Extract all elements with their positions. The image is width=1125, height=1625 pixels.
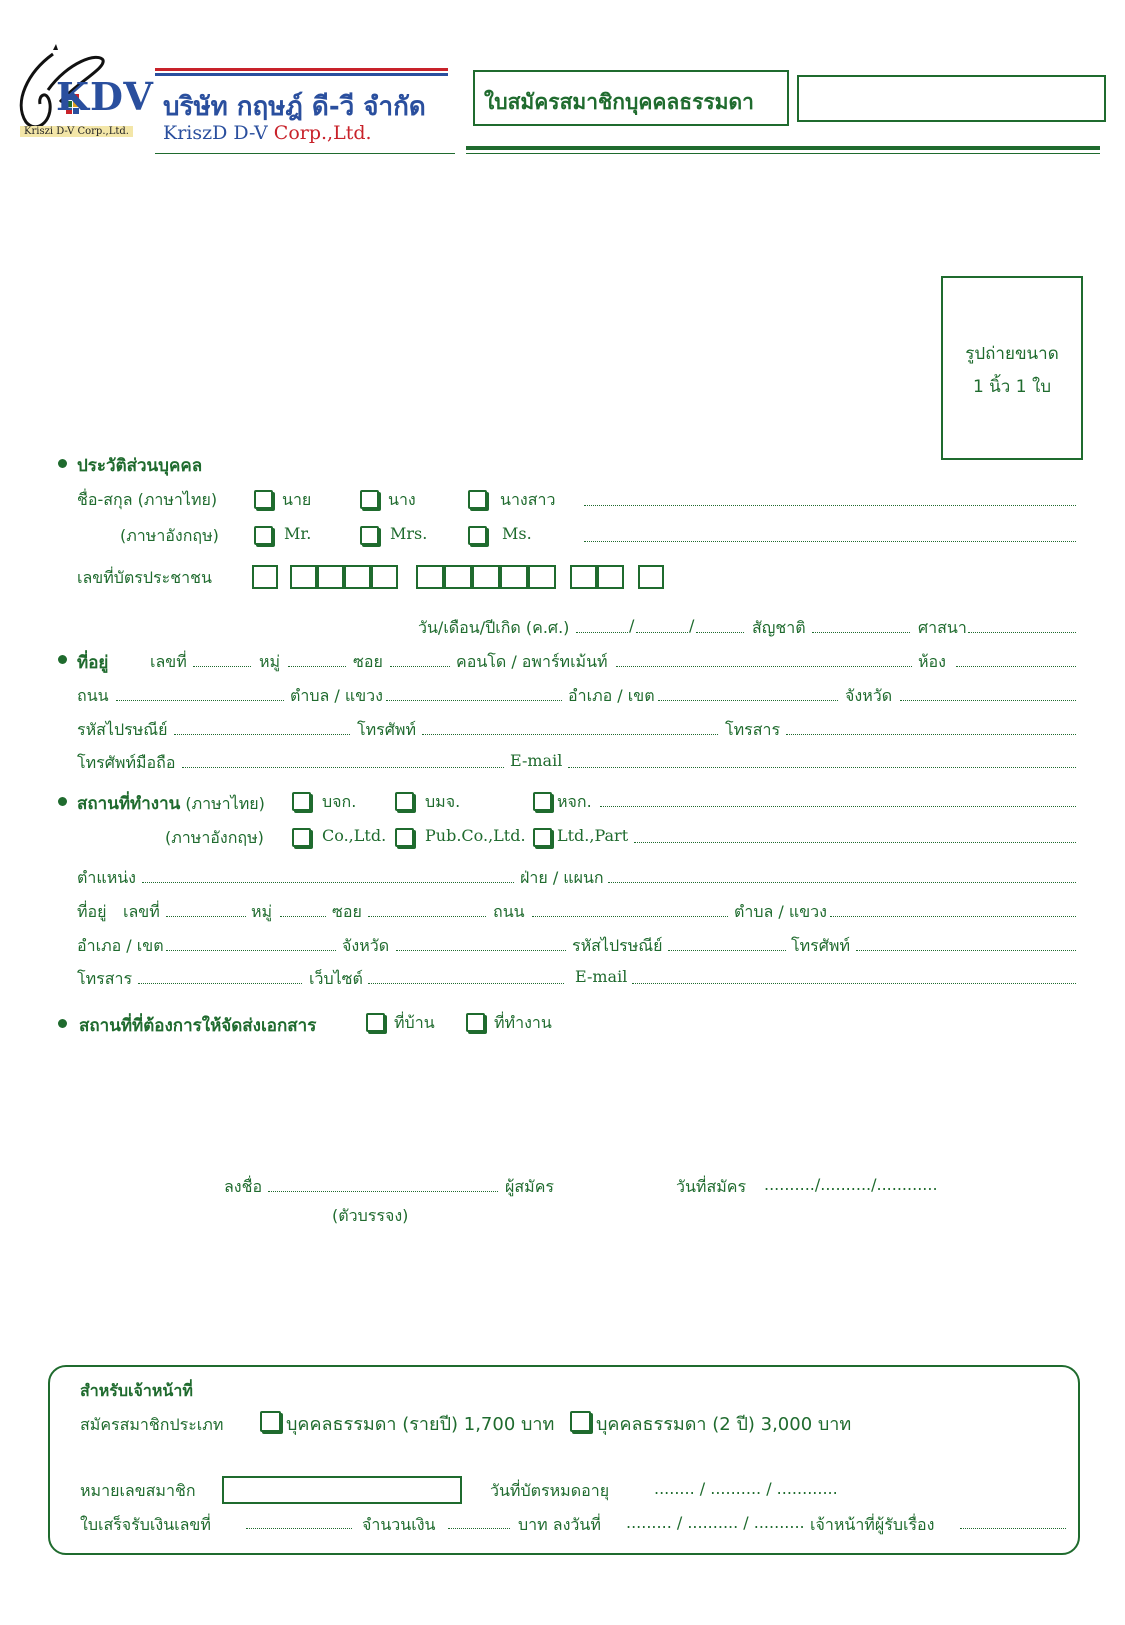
addr-condo-label: คอนโด / อพาร์ทเม้นท์ <box>456 652 608 671</box>
title-th-mrs: นาง <box>388 490 416 509</box>
work-no-label: เลขที่ <box>123 902 160 921</box>
work-moo-field[interactable] <box>280 916 326 917</box>
checkbox-deliver-work[interactable] <box>466 1013 485 1032</box>
work-email-field[interactable] <box>632 983 1076 984</box>
receipt-no-field[interactable] <box>246 1528 352 1529</box>
work-addr-label: ที่อยู่ <box>77 902 107 921</box>
work-district-field[interactable] <box>166 950 336 951</box>
checkbox-mrs-en[interactable] <box>360 526 379 545</box>
addr-province-field[interactable] <box>900 700 1076 701</box>
work-subdistrict-field[interactable] <box>830 916 1076 917</box>
amount-label: จำนวนเงิน <box>362 1515 436 1534</box>
header-rule <box>466 146 1100 150</box>
id-digit-box[interactable] <box>416 565 444 589</box>
form-number-field[interactable] <box>797 75 1106 122</box>
checkbox-two-year[interactable] <box>570 1411 591 1432</box>
addr-moo-field[interactable] <box>288 666 346 667</box>
dob-slash: / <box>689 616 695 635</box>
id-digit-box[interactable] <box>317 565 344 589</box>
header-underline-left <box>155 153 455 154</box>
addr-fax-field[interactable] <box>786 734 1076 735</box>
member-type-annual: บุคคลธรรมดา (รายปี) 1,700 บาท <box>286 1414 555 1435</box>
photo-box[interactable] <box>941 276 1083 460</box>
name-th-field[interactable] <box>584 505 1076 506</box>
work-province-label: จังหวัด <box>342 936 390 955</box>
id-digit-box[interactable] <box>290 565 317 589</box>
work-phone-field[interactable] <box>856 950 1076 951</box>
personal-heading: ประวัติส่วนบุคคล <box>77 456 203 476</box>
work-department-label: ฝ่าย / แผนก <box>520 868 604 887</box>
checkbox-pub-co-en[interactable] <box>395 828 414 847</box>
bullet-delivery <box>58 1019 67 1028</box>
work-fax-field[interactable] <box>138 983 302 984</box>
work-phone-label: โทรศัพท์ <box>791 936 850 955</box>
logo-sub-text: Kriszi D-V Corp.,Ltd. <box>20 126 133 137</box>
checkbox-mr-th[interactable] <box>254 490 273 509</box>
member-no-label: หมายเลขสมาชิก <box>80 1481 196 1500</box>
baht-date-label: บาท ลงวันที่ <box>518 1515 601 1534</box>
religion-field[interactable] <box>968 632 1076 633</box>
work-road-field[interactable] <box>532 916 728 917</box>
id-digit-box[interactable] <box>528 565 556 589</box>
print-name-label: (ตัวบรรจง) <box>332 1206 409 1225</box>
amount-field[interactable] <box>448 1528 510 1529</box>
photo-box-line2: 1 นิ้ว 1 ใบ <box>972 377 1052 397</box>
id-digit-box[interactable] <box>371 565 398 589</box>
work-type-th-3: หจก. <box>557 792 592 811</box>
work-soi-label: ซอย <box>332 902 362 921</box>
addr-district-label: อำเภอ / เขต <box>568 686 655 705</box>
member-no-field[interactable] <box>222 1476 462 1504</box>
work-road-label: ถนน <box>493 902 525 921</box>
addr-no-field[interactable] <box>193 666 251 667</box>
expiry-field[interactable]: ........ / .......... / ............ <box>654 1479 838 1498</box>
addr-road-field[interactable] <box>116 700 284 701</box>
addr-postcode-field[interactable] <box>174 734 350 735</box>
addr-road-label: ถนน <box>77 686 109 705</box>
receipt-no-label: ใบเสร็จรับเงินเลขที่ <box>80 1515 211 1534</box>
sign-label: ลงชื่อ <box>224 1177 263 1196</box>
work-website-field[interactable] <box>368 983 564 984</box>
work-heading: สถานที่ทำงาน <box>77 794 181 814</box>
applicant-label: ผู้สมัคร <box>505 1177 554 1196</box>
work-heading-row <box>77 790 265 817</box>
work-position-label: ตำแหน่ง <box>77 868 136 887</box>
work-soi-field[interactable] <box>368 916 486 917</box>
addr-subdistrict-field[interactable] <box>386 700 562 701</box>
addr-province-label: จังหวัด <box>845 686 893 705</box>
apply-date-label: วันที่สมัคร <box>676 1177 747 1196</box>
company-logo <box>8 42 153 142</box>
address-heading: ที่อยู่ <box>77 653 109 673</box>
header-stripes <box>155 68 448 76</box>
name-en-label: (ภาษาอังกฤษ) <box>120 526 219 545</box>
name-en-field[interactable] <box>584 541 1076 542</box>
addr-mobile-field[interactable] <box>182 767 504 768</box>
sign-field[interactable] <box>268 1191 498 1192</box>
addr-condo-field[interactable] <box>616 666 912 667</box>
id-digit-box[interactable] <box>500 565 528 589</box>
id-digit-box[interactable] <box>252 565 278 589</box>
photo-box-line1: รูปถ่ายขนาด <box>965 344 1059 364</box>
nationality-label: สัญชาติ <box>752 618 806 637</box>
bullet-work <box>58 797 67 806</box>
work-lang-th-label: (ภาษาไทย) <box>185 794 265 813</box>
work-name-en-field[interactable] <box>634 842 1076 843</box>
officer-heading: สำหรับเจ้าหน้าที่ <box>80 1381 193 1400</box>
member-type-label: สมัครสมาชิกประเภท <box>80 1415 224 1434</box>
id-digit-box[interactable] <box>597 565 624 589</box>
member-type-two-year: บุคคลธรรมดา (2 ปี) 3,000 บาท <box>596 1414 852 1435</box>
officer-box <box>48 1365 1080 1555</box>
addr-phone-field[interactable] <box>422 734 718 735</box>
work-position-field[interactable] <box>142 882 514 883</box>
staff-field[interactable] <box>960 1528 1066 1529</box>
checkbox-mr-en[interactable] <box>254 526 273 545</box>
logo-mark-text: KDV <box>56 74 154 119</box>
checkbox-ltd-part-th[interactable] <box>533 792 552 811</box>
work-subdistrict-label: ตำบล / แขวง <box>734 902 827 921</box>
religion-label: ศาสนา <box>918 618 967 637</box>
work-postcode-label: รหัสไปรษณีย์ <box>572 936 663 955</box>
addr-email-field[interactable] <box>568 767 1076 768</box>
addr-moo-label: หมู่ <box>259 652 281 671</box>
dob-slash: / <box>629 616 635 635</box>
work-type-th-1: บจก. <box>322 792 357 811</box>
checkbox-ltd-part-en[interactable] <box>533 828 552 847</box>
id-digit-box[interactable] <box>638 565 664 589</box>
dob-label: วัน/เดือน/ปีเกิด (ค.ศ.) <box>418 618 570 637</box>
work-postcode-field[interactable] <box>668 950 786 951</box>
addr-room-field[interactable] <box>956 666 1076 667</box>
work-type-th-2: บมจ. <box>425 792 461 811</box>
expiry-label: วันที่บัตรหมดอายุ <box>490 1481 610 1500</box>
title-en-mrs: Mrs. <box>390 524 428 543</box>
checkbox-ms-en[interactable] <box>468 526 487 545</box>
nationality-field[interactable] <box>812 632 910 633</box>
id-card-label: เลขที่บัตรประชาชน <box>77 568 212 587</box>
work-fax-label: โทรสาร <box>77 969 133 988</box>
checkbox-mrs-th[interactable] <box>360 490 379 509</box>
work-email-label: E-mail <box>575 967 628 986</box>
company-name-en <box>163 122 372 144</box>
addr-room-label: ห้อง <box>918 652 946 671</box>
work-type-en-2: Pub.Co.,Ltd. <box>425 826 526 845</box>
header-rule-thin <box>466 153 1100 154</box>
checkbox-deliver-home[interactable] <box>366 1013 385 1032</box>
checkbox-co-ltd-en[interactable] <box>292 828 311 847</box>
checkbox-ms-th[interactable] <box>468 490 487 509</box>
apply-date-field[interactable]: ........../........../............ <box>764 1175 938 1194</box>
name-th-label: ชื่อ-สกุล (ภาษาไทย) <box>77 490 218 509</box>
bullet-address <box>58 655 67 664</box>
title-th-mr: นาย <box>282 490 312 509</box>
title-en-ms: Ms. <box>502 524 532 543</box>
id-digit-box[interactable] <box>444 565 472 589</box>
checkbox-co-ltd-th[interactable] <box>292 792 311 811</box>
id-digit-box[interactable] <box>472 565 500 589</box>
checkbox-pub-co-th[interactable] <box>395 792 414 811</box>
company-name-th: บริษัท กฤษฎ์ ดี-วี จำกัด <box>163 92 426 122</box>
work-type-en-3: Ltd.,Part <box>557 826 629 845</box>
work-department-field[interactable] <box>608 882 1076 883</box>
delivery-home-label: ที่บ้าน <box>394 1013 435 1032</box>
addr-district-field[interactable] <box>658 700 838 701</box>
addr-soi-field[interactable] <box>390 666 450 667</box>
receipt-date-field[interactable]: ......... / .......... / .......... <box>626 1513 805 1532</box>
addr-phone-label: โทรศัพท์ <box>357 720 416 739</box>
work-type-en-1: Co.,Ltd. <box>322 826 387 845</box>
id-digit-box[interactable] <box>570 565 597 589</box>
addr-fax-label: โทรสาร <box>725 720 781 739</box>
delivery-work-label: ที่ทำงาน <box>494 1013 552 1032</box>
work-website-label: เว็บไซต์ <box>309 969 363 988</box>
addr-no-label: เลขที่ <box>150 652 187 671</box>
checkbox-annual[interactable] <box>260 1411 281 1432</box>
addr-postcode-label: รหัสไปรษณีย์ <box>77 720 168 739</box>
addr-mobile-label: โทรศัพท์มือถือ <box>77 753 176 772</box>
work-moo-label: หมู่ <box>251 902 273 921</box>
title-en-mr: Mr. <box>284 524 312 543</box>
delivery-heading: สถานที่ที่ต้องการให้จัดส่งเอกสาร <box>79 1016 317 1036</box>
company-name-en-a: KriszD D-V <box>163 122 268 144</box>
form-title: ใบสมัครสมาชิกบุคคลธรรมดา <box>484 90 754 114</box>
addr-soi-label: ซอย <box>353 652 383 671</box>
addr-subdistrict-label: ตำบล / แขวง <box>290 686 383 705</box>
company-name-en-b: Corp.,Ltd. <box>273 122 372 144</box>
dob-day-field[interactable] <box>576 632 628 633</box>
title-th-ms: นางสาว <box>500 490 556 509</box>
staff-label: เจ้าหน้าที่ผู้รับเรื่อง <box>810 1515 935 1534</box>
addr-email-label: E-mail <box>510 751 563 770</box>
work-lang-en-label: (ภาษาอังกฤษ) <box>165 828 264 847</box>
work-name-th-field[interactable] <box>600 806 1076 807</box>
work-district-label: อำเภอ / เขต <box>77 936 164 955</box>
dob-month-field[interactable] <box>636 632 688 633</box>
id-digit-box[interactable] <box>344 565 371 589</box>
form-title-box <box>473 70 789 126</box>
work-province-field[interactable] <box>396 950 566 951</box>
dob-year-field[interactable] <box>696 632 744 633</box>
work-no-field[interactable] <box>166 916 246 917</box>
bullet-personal <box>58 459 67 468</box>
